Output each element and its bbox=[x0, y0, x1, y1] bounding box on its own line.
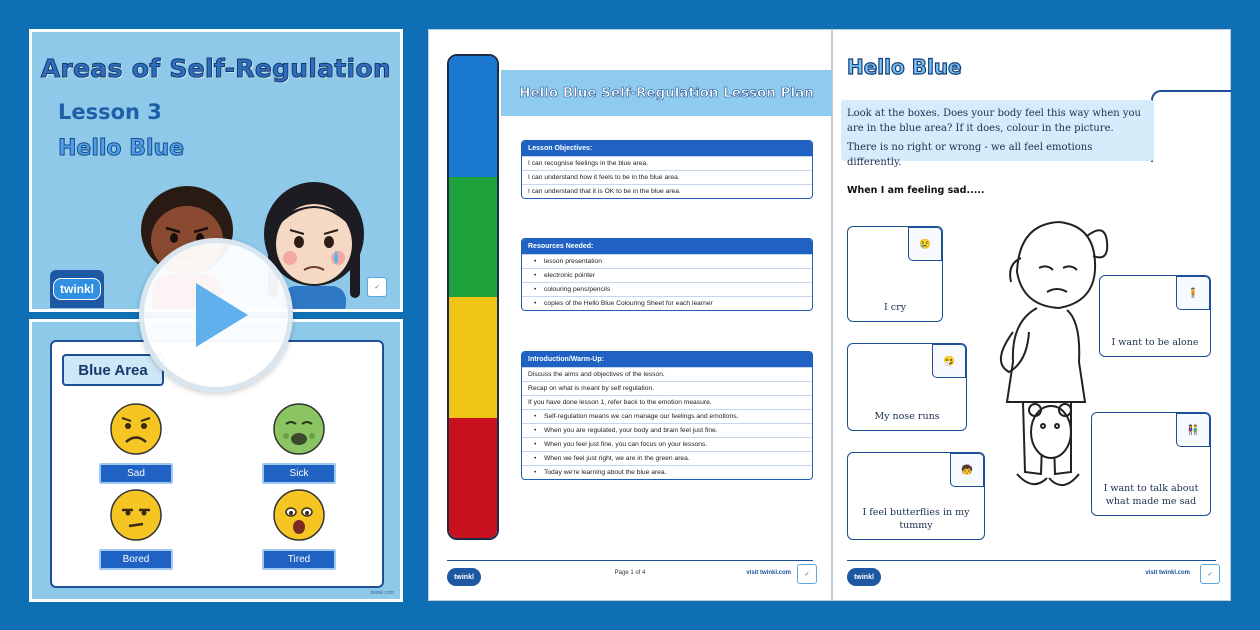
slide-footer: twinkl.com bbox=[370, 590, 394, 596]
play-icon bbox=[176, 275, 256, 355]
feeling-box-cry[interactable] bbox=[847, 226, 943, 322]
instruction-text: Look at the boxes. Does your body feel this way when you are in the blue area? If it does, colour in the picture. bbox=[847, 108, 1141, 134]
introduction-box bbox=[521, 351, 813, 480]
sad-face-icon bbox=[109, 402, 163, 456]
intro-line: If you have done lesson 1, refer back to the emotion measure. bbox=[522, 395, 812, 409]
intro-line: Recap on what is meant by self regulation. bbox=[522, 381, 812, 395]
tired-face-icon bbox=[272, 488, 326, 542]
quality-badge-icon: ✓ bbox=[797, 564, 817, 584]
play-button[interactable] bbox=[139, 238, 293, 392]
intro-line: Discuss the aims and objectives of the lesson. bbox=[522, 367, 812, 381]
bored-face-icon bbox=[109, 488, 163, 542]
footer-divider bbox=[847, 560, 1216, 561]
instruction-frame bbox=[1151, 90, 1231, 162]
footer-url[interactable]: visit twinkl.com bbox=[1145, 570, 1190, 576]
red-area-segment bbox=[449, 418, 497, 539]
worksheet-instructions bbox=[841, 100, 1154, 168]
green-area-segment bbox=[449, 177, 497, 298]
resource-item: • copies of the Hello Blue Colouring Sheet for each learner bbox=[522, 296, 812, 310]
slide-subtitle: Hello Blue bbox=[58, 136, 185, 161]
resource-item: • colouring pens/pencils bbox=[522, 282, 812, 296]
sick-face-icon bbox=[272, 402, 326, 456]
slide-title: Areas of Self-Regulation bbox=[40, 54, 392, 83]
intro-bullet: • Today we're learning about the blue area. bbox=[522, 465, 812, 479]
worksheet-title: Hello Blue bbox=[847, 55, 962, 79]
runny-nose-icon: 🤧 bbox=[932, 344, 966, 378]
twinkl-logo: twinkl bbox=[847, 568, 881, 586]
feeling-box-butterflies[interactable] bbox=[847, 452, 985, 540]
talking-icon: 👫 bbox=[1176, 413, 1210, 447]
butterflies-icon: 🧒 bbox=[950, 453, 984, 487]
feeling-label: My nose runs bbox=[874, 411, 940, 422]
emotion-tired-button[interactable]: Tired bbox=[262, 549, 336, 570]
lesson-plan-page bbox=[428, 29, 832, 601]
feeling-box-nose[interactable] bbox=[847, 343, 967, 431]
intro-bullet: • When you feel just fine, you can focus on your lessons. bbox=[522, 437, 812, 451]
objective-item: I can understand how it feels to be in the blue area. bbox=[522, 170, 812, 184]
resource-item: • lesson presentation bbox=[522, 254, 812, 268]
feeling-box-talk[interactable] bbox=[1091, 412, 1211, 516]
quality-badge-icon: ✓ bbox=[367, 277, 387, 297]
resource-item: • electronic pointer bbox=[522, 268, 812, 282]
objectives-box bbox=[521, 140, 813, 199]
introduction-heading: Introduction/Warm-Up: bbox=[522, 352, 812, 367]
lesson-plan-title: Hello Blue Self-Regulation Lesson Plan bbox=[501, 70, 832, 116]
crying-icon: 😢 bbox=[908, 227, 942, 261]
quality-badge-icon: ✓ bbox=[1200, 564, 1220, 584]
twinkl-logo: twinkl bbox=[50, 270, 104, 308]
yellow-area-segment bbox=[449, 297, 497, 418]
intro-bullet: • When we feel just right, we are in the green area. bbox=[522, 451, 812, 465]
intro-bullet: • Self-regulation means we can manage our feelings and emotions. bbox=[522, 409, 812, 423]
objectives-heading: Lesson Objectives: bbox=[522, 141, 812, 156]
emotion-sick-button[interactable]: Sick bbox=[262, 463, 336, 484]
lesson-number: Lesson 3 bbox=[58, 100, 162, 124]
feeling-box-alone[interactable] bbox=[1099, 275, 1211, 357]
resources-heading: Resources Needed: bbox=[522, 239, 812, 254]
objective-item: I can recognise feelings in the blue area. bbox=[522, 156, 812, 170]
intro-bullet: • When you are regulated, your body and brain feel just fine. bbox=[522, 423, 812, 437]
emotion-color-bar bbox=[447, 54, 499, 540]
feeling-label: I cry bbox=[883, 302, 906, 313]
feeling-label: I want to be alone bbox=[1111, 337, 1199, 348]
footer-url[interactable]: visit twinkl.com bbox=[746, 570, 791, 576]
emotion-bored-button[interactable]: Bored bbox=[99, 549, 173, 570]
instruction-text: There is no right or wrong - we all feel emotions differently. bbox=[847, 142, 1093, 168]
twinkl-logo: twinkl bbox=[447, 568, 481, 586]
worksheet-prompt: When I am feeling sad..... bbox=[847, 185, 985, 196]
emotion-sad-button[interactable]: Sad bbox=[99, 463, 173, 484]
alone-icon: 🧍 bbox=[1176, 276, 1210, 310]
footer-divider bbox=[447, 560, 813, 561]
resources-box bbox=[521, 238, 813, 311]
feeling-label: I feel butterflies in my tummy bbox=[862, 507, 970, 531]
feeling-label: I want to talk about what made me sad bbox=[1103, 483, 1199, 507]
objective-item: I can understand that it is OK to be in the blue area. bbox=[522, 184, 812, 198]
page-number: Page 1 of 4 bbox=[614, 570, 646, 576]
hello-blue-worksheet bbox=[832, 29, 1231, 601]
blue-area-segment bbox=[449, 56, 497, 177]
blue-area-label: Blue Area bbox=[62, 354, 164, 386]
